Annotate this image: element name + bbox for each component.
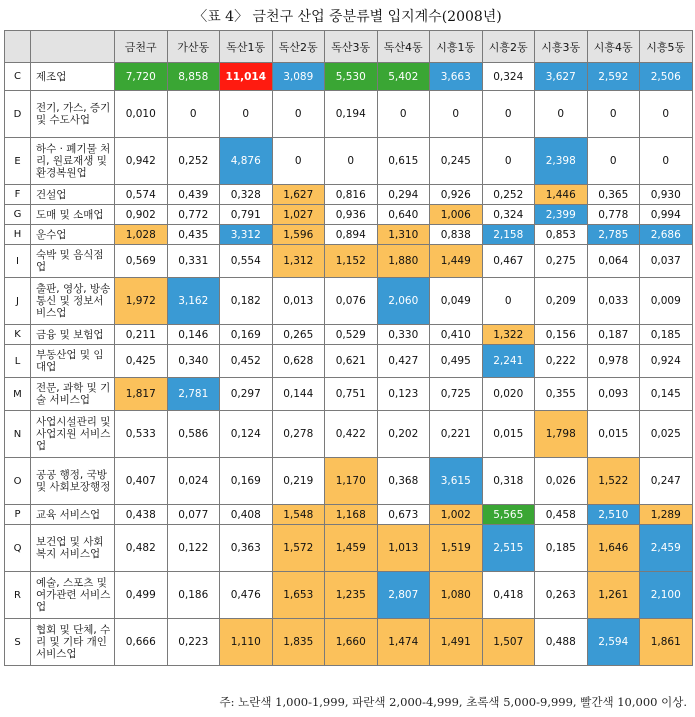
value-cell: 0,422 [325,411,378,458]
value-cell: 5,565 [482,505,535,525]
row-industry-name: 부동산업 및 임대업 [31,345,115,378]
value-cell: 2,686 [640,225,693,245]
value-cell: 0,015 [587,411,640,458]
value-cell: 0,294 [377,185,430,205]
table-row [5,63,693,91]
value-cell: 0,495 [430,345,483,378]
value-cell: 1,459 [325,525,378,572]
row-code: L [5,345,31,378]
value-cell: 3,615 [430,458,483,505]
value-cell: 0,772 [167,205,220,225]
value-cell: 0,488 [535,619,588,666]
value-cell: 0,025 [640,411,693,458]
value-cell: 0,211 [115,325,168,345]
value-cell: 0,010 [115,91,168,138]
value-cell: 0,425 [115,345,168,378]
header-cell: 독산4동 [377,31,430,63]
value-cell: 0,499 [115,572,168,619]
value-cell: 0,330 [377,325,430,345]
value-cell: 0 [272,91,325,138]
value-cell: 0,324 [482,205,535,225]
value-cell: 1,080 [430,572,483,619]
value-cell: 0,407 [115,458,168,505]
value-cell: 0,482 [115,525,168,572]
row-code: E [5,138,31,185]
value-cell: 0,435 [167,225,220,245]
value-cell: 0,368 [377,458,430,505]
table-row [5,505,693,525]
value-cell: 0 [587,91,640,138]
table-row [5,278,693,325]
value-cell: 1,627 [272,185,325,205]
value-cell: 0,363 [220,525,273,572]
header-cell-code [5,31,31,63]
value-cell: 0,020 [482,378,535,411]
value-cell: 3,663 [430,63,483,91]
value-cell: 0,049 [430,278,483,325]
row-industry-name: 협회 및 단체, 수리 및 기타 개인서비스업 [31,619,115,666]
table-row [5,185,693,205]
table-row [5,225,693,245]
row-code: F [5,185,31,205]
value-cell: 0,156 [535,325,588,345]
header-cell: 독산2동 [272,31,325,63]
row-industry-name: 하수 · 폐기물 처리, 원료재생 및 환경복원업 [31,138,115,185]
row-code: G [5,205,31,225]
value-cell: 0,936 [325,205,378,225]
table-row [5,138,693,185]
value-cell: 0 [482,278,535,325]
value-cell: 1,289 [640,505,693,525]
row-industry-name: 교육 서비스업 [31,505,115,525]
value-cell: 2,158 [482,225,535,245]
value-cell: 1,027 [272,205,325,225]
row-code: Q [5,525,31,572]
value-cell: 0,438 [115,505,168,525]
value-cell: 0,410 [430,325,483,345]
value-cell: 0,124 [220,411,273,458]
table-row [5,91,693,138]
value-cell: 1,168 [325,505,378,525]
value-cell: 1,798 [535,411,588,458]
value-cell: 2,100 [640,572,693,619]
value-cell: 0,076 [325,278,378,325]
value-cell: 0,185 [640,325,693,345]
value-cell: 0,458 [535,505,588,525]
value-cell: 8,858 [167,63,220,91]
row-code: K [5,325,31,345]
value-cell: 2,807 [377,572,430,619]
value-cell: 1,446 [535,185,588,205]
value-cell: 0,297 [220,378,273,411]
value-cell: 0,725 [430,378,483,411]
value-cell: 3,627 [535,63,588,91]
value-cell: 1,880 [377,245,430,278]
row-industry-name: 사업시설관리 및 사업지원 서비스업 [31,411,115,458]
table-row [5,411,693,458]
row-industry-name: 도매 및 소매업 [31,205,115,225]
table-row [5,458,693,505]
value-cell: 1,548 [272,505,325,525]
value-cell: 2,398 [535,138,588,185]
table-title: 〈표 4〉 금천구 산업 중분류별 입지계수(2008년) [193,9,502,25]
value-cell: 0,751 [325,378,378,411]
value-cell: 1,312 [272,245,325,278]
value-cell: 0,853 [535,225,588,245]
value-cell: 0 [167,91,220,138]
value-cell: 0,476 [220,572,273,619]
header-cell: 독산1동 [220,31,273,63]
value-cell: 1,449 [430,245,483,278]
value-cell: 1,507 [482,619,535,666]
value-cell: 2,459 [640,525,693,572]
value-cell: 0,365 [587,185,640,205]
value-cell: 1,972 [115,278,168,325]
value-cell: 0,926 [430,185,483,205]
value-cell: 0,123 [377,378,430,411]
value-cell: 0,024 [167,458,220,505]
value-cell: 1,310 [377,225,430,245]
value-cell: 1,170 [325,458,378,505]
value-cell: 0,219 [272,458,325,505]
row-code: P [5,505,31,525]
value-cell: 0,318 [482,458,535,505]
value-cell: 0 [272,138,325,185]
value-cell: 0 [482,138,535,185]
value-cell: 0,452 [220,345,273,378]
value-cell: 1,235 [325,572,378,619]
value-cell: 0,169 [220,458,273,505]
table-row [5,378,693,411]
value-cell: 1,572 [272,525,325,572]
value-cell: 0,902 [115,205,168,225]
table-row [5,205,693,225]
value-cell: 1,110 [220,619,273,666]
row-industry-name: 전기, 가스, 증기 및 수도사업 [31,91,115,138]
row-code: S [5,619,31,666]
value-cell: 0,328 [220,185,273,205]
value-cell: 0 [482,91,535,138]
value-cell: 0,640 [377,205,430,225]
value-cell: 1,646 [587,525,640,572]
value-cell: 2,241 [482,345,535,378]
header-cell: 독산3동 [325,31,378,63]
value-cell: 4,876 [220,138,273,185]
value-cell: 0,355 [535,378,588,411]
value-cell: 0,122 [167,525,220,572]
value-cell: 1,817 [115,378,168,411]
value-cell: 3,312 [220,225,273,245]
value-cell: 0,247 [640,458,693,505]
value-cell: 0,222 [535,345,588,378]
value-cell: 0,554 [220,245,273,278]
value-cell: 0,186 [167,572,220,619]
row-industry-name: 운수업 [31,225,115,245]
value-cell: 2,060 [377,278,430,325]
row-industry-name: 제조업 [31,63,115,91]
value-cell: 2,510 [587,505,640,525]
value-cell: 1,653 [272,572,325,619]
row-industry-name: 숙박 및 음식점업 [31,245,115,278]
value-cell: 1,013 [377,525,430,572]
value-cell: 0,077 [167,505,220,525]
row-industry-name: 공공 행정, 국방 및 사회보장행정 [31,458,115,505]
value-cell: 0,209 [535,278,588,325]
value-cell: 0 [640,91,693,138]
value-cell: 0,194 [325,91,378,138]
row-industry-name: 출판, 영상, 방송통신 및 정보서비스업 [31,278,115,325]
value-cell: 0,009 [640,278,693,325]
value-cell: 0,252 [482,185,535,205]
value-cell: 2,592 [587,63,640,91]
value-cell: 0,037 [640,245,693,278]
value-cell: 2,399 [535,205,588,225]
value-cell: 0,026 [535,458,588,505]
value-cell: 0 [640,138,693,185]
value-cell: 1,474 [377,619,430,666]
value-cell: 1,491 [430,619,483,666]
value-cell: 1,261 [587,572,640,619]
value-cell: 1,596 [272,225,325,245]
value-cell: 5,402 [377,63,430,91]
table-row [5,245,693,278]
value-cell: 0,093 [587,378,640,411]
value-cell: 0,185 [535,525,588,572]
value-cell: 1,835 [272,619,325,666]
header-cell: 시흥2동 [482,31,535,63]
value-cell: 0,529 [325,325,378,345]
row-code: R [5,572,31,619]
row-code: N [5,411,31,458]
value-cell: 5,530 [325,63,378,91]
value-cell: 0,439 [167,185,220,205]
value-cell: 0,033 [587,278,640,325]
value-cell: 0,978 [587,345,640,378]
table-row [5,325,693,345]
value-cell: 0,930 [640,185,693,205]
value-cell: 0,418 [482,572,535,619]
value-cell: 0,574 [115,185,168,205]
table-note: 주: 노란색 1,000-1,999, 파란색 2,000-4,999, 초록색 5,000-9,999, 빨간색 10,000 이상. [219,695,687,709]
value-cell: 0,265 [272,325,325,345]
value-cell: 0,924 [640,345,693,378]
value-cell: 0,324 [482,63,535,91]
table-row [5,572,693,619]
value-cell: 0 [220,91,273,138]
value-cell: 1,861 [640,619,693,666]
value-cell: 0,331 [167,245,220,278]
value-cell: 0,263 [535,572,588,619]
header-cell-industry [31,31,115,63]
value-cell: 0,673 [377,505,430,525]
value-cell: 0,015 [482,411,535,458]
value-cell: 0 [535,91,588,138]
header-cell: 시흥4동 [587,31,640,63]
value-cell: 0,221 [430,411,483,458]
value-cell: 11,014 [220,63,273,91]
value-cell: 0,146 [167,325,220,345]
value-cell: 0,340 [167,345,220,378]
row-code: M [5,378,31,411]
row-code: D [5,91,31,138]
value-cell: 1,002 [430,505,483,525]
value-cell: 0,994 [640,205,693,225]
header-cell: 시흥1동 [430,31,483,63]
location-quotient-table [4,30,693,666]
row-industry-name: 보건업 및 사회복지 서비스업 [31,525,115,572]
value-cell: 0 [587,138,640,185]
value-cell: 1,322 [482,325,535,345]
row-code: I [5,245,31,278]
header-cell: 가산동 [167,31,220,63]
value-cell: 0 [430,91,483,138]
header-cell: 시흥3동 [535,31,588,63]
value-cell: 0 [325,138,378,185]
value-cell: 1,152 [325,245,378,278]
value-cell: 0,144 [272,378,325,411]
header-cell: 시흥5동 [640,31,693,63]
table-row [5,619,693,666]
row-industry-name: 건설업 [31,185,115,205]
value-cell: 0,169 [220,325,273,345]
value-cell: 0,278 [272,411,325,458]
value-cell: 0,245 [430,138,483,185]
header-cell: 금천구 [115,31,168,63]
header-row [5,31,693,63]
value-cell: 0 [377,91,430,138]
value-cell: 7,720 [115,63,168,91]
table-row [5,345,693,378]
row-code: J [5,278,31,325]
value-cell: 0,427 [377,345,430,378]
table-body [5,63,693,666]
value-cell: 1,006 [430,205,483,225]
value-cell: 1,522 [587,458,640,505]
row-code: O [5,458,31,505]
value-cell: 0,778 [587,205,640,225]
row-industry-name: 예술, 스포츠 및 여가관련 서비스업 [31,572,115,619]
value-cell: 0,628 [272,345,325,378]
value-cell: 1,519 [430,525,483,572]
value-cell: 0,894 [325,225,378,245]
value-cell: 0,013 [272,278,325,325]
value-cell: 0,615 [377,138,430,185]
row-industry-name: 전문, 과학 및 기술 서비스업 [31,378,115,411]
value-cell: 2,515 [482,525,535,572]
row-code: C [5,63,31,91]
value-cell: 0,838 [430,225,483,245]
value-cell: 0,202 [377,411,430,458]
value-cell: 0,569 [115,245,168,278]
value-cell: 0,408 [220,505,273,525]
value-cell: 0,187 [587,325,640,345]
value-cell: 2,785 [587,225,640,245]
value-cell: 0,064 [587,245,640,278]
row-code: H [5,225,31,245]
value-cell: 2,506 [640,63,693,91]
value-cell: 0,666 [115,619,168,666]
value-cell: 3,162 [167,278,220,325]
table-row [5,525,693,572]
value-cell: 0,467 [482,245,535,278]
value-cell: 0,275 [535,245,588,278]
value-cell: 0,586 [167,411,220,458]
value-cell: 0,942 [115,138,168,185]
value-cell: 0,145 [640,378,693,411]
value-cell: 0,816 [325,185,378,205]
value-cell: 0,182 [220,278,273,325]
value-cell: 0,791 [220,205,273,225]
value-cell: 1,028 [115,225,168,245]
value-cell: 1,660 [325,619,378,666]
row-industry-name: 금융 및 보험업 [31,325,115,345]
value-cell: 0,252 [167,138,220,185]
value-cell: 2,781 [167,378,220,411]
value-cell: 3,089 [272,63,325,91]
value-cell: 0,223 [167,619,220,666]
value-cell: 2,594 [587,619,640,666]
value-cell: 0,533 [115,411,168,458]
value-cell: 0,621 [325,345,378,378]
